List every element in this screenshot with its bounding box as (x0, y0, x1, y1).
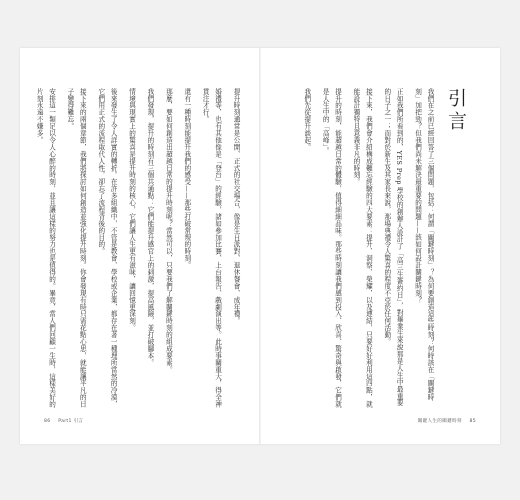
body-paragraph: 我們先從提升談起。 (302, 88, 311, 151)
body-paragraph: 正如我們所看到的，YES Prep 學校的創辦人設計了「高三生簽約日」，對畢業生來說那是人生中最重要的日子之一；而對於新生及其家長來說，那場典禮令人驚喜的程度不亞於任何活動。 (382, 88, 404, 407)
left-page-body (35, 88, 242, 408)
right-page-number: 85 (469, 419, 476, 424)
book-gutter (259, 48, 261, 444)
body-paragraph: 安排這一類足以令人心醉的時刻，並且讓這樣的努力也是值得的。畢竟，當人們回顧一生時，這樣美好的片刻永遠不嫌多。 (35, 88, 56, 408)
right-page-footer (418, 418, 476, 424)
body-paragraph: 接下來的兩個章節，我們將探討如何創造並強化提升時刻。你會發現有時只需花點心思，就能讓平凡的日子變得難忘。 (65, 88, 87, 408)
body-paragraph: 提升時刻通常是公開、正式的社交場合，像是生日派對、退休餐會、成年禮。 (232, 88, 240, 325)
left-page-number: 86 (44, 419, 51, 424)
book-spread (20, 48, 500, 444)
body-paragraph: 那麼，要如何創造出超越日常的提升時刻呢？當然可以，只要我們了解關鍵時刻的組成要素。 (164, 88, 173, 373)
body-paragraph: 情境與現實上的驚喜是提升時刻的核心，它們讓人生更有滋味，讓回憶更深刻。 (127, 88, 136, 332)
left-page-footer (44, 418, 83, 424)
body-paragraph: 我們發現，提升的時刻有三個共通點：它們能提升感官上的刺激，提高風險，並打破腳本。 (145, 88, 154, 366)
body-paragraph: 還有一種時刻能提升我們的感受——那些打破常規的時刻。 (182, 88, 191, 269)
body-paragraph: 我們在之前已經回答了三個問題，包括：何謂「關鍵時刻」？為何要創造這些時刻？何時該在「關鍵時刻」加把勁？但我們尚未解決最重要的問題——該如何設計關鍵時刻？ (413, 88, 434, 401)
right-running-title: 關鍵人生的關鍵時刻 (417, 419, 462, 424)
body-paragraph: 提升的時刻，能超越日常的體驗，值得細細品味。那些時刻讓我們感到投入、欣喜、驚奇與啟發，它們就是人生中的「高峰」。 (321, 88, 342, 408)
body-paragraph: 婚禮等，也有其他像是「登台」的經驗，諸如參加比賽、上台報告、戲劇演出等。此時事關重大，得全神貫注才行。 (201, 88, 222, 408)
right-page-body (278, 88, 436, 408)
left-section-label: Part1 引言 (58, 419, 84, 424)
body-paragraph: 接下來，我們會介紹構成難忘經驗的四大要素：提升、洞察、榮耀，以及連結，只要好好利用這四點，就能設計獨特且意義非凡的時刻。 (351, 88, 373, 408)
chapter-title: 引言 (445, 88, 467, 134)
body-paragraph: 後來發生了令人詳實的轉折。在許多組織中，不管是教會、學校或企業，都存在著一種理所當然的冷漠，它們用正式的流程取代人性，卻忘了流程背後的目的。 (96, 88, 118, 408)
